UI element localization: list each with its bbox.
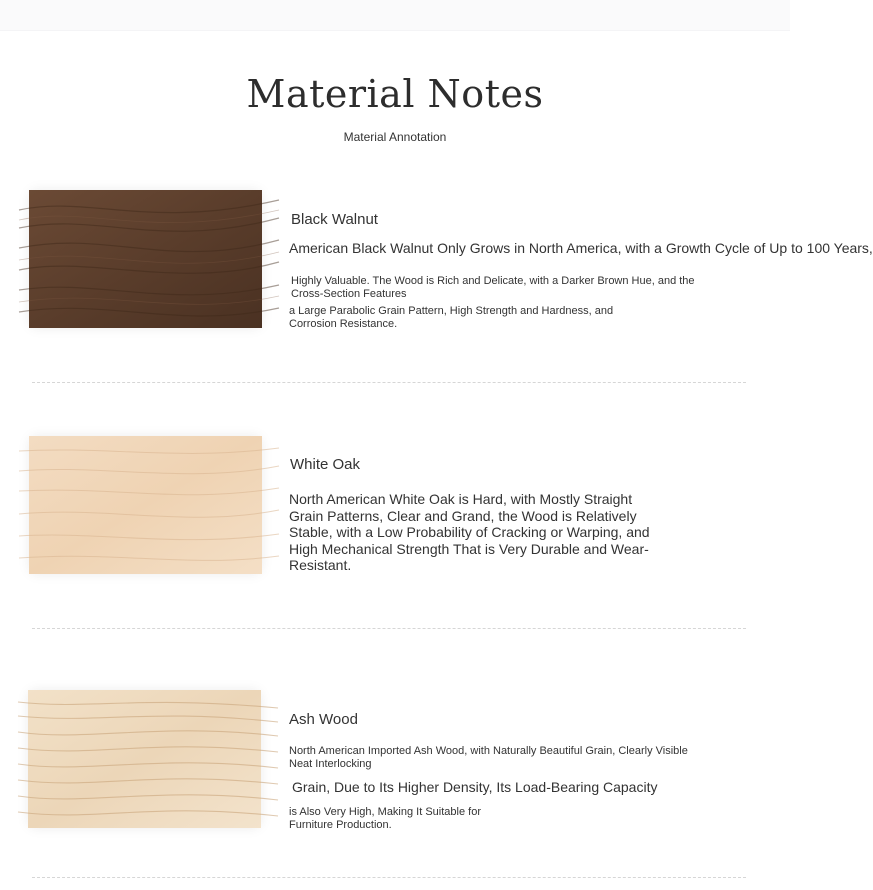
section-divider bbox=[32, 877, 746, 878]
white-oak-wood-texture-icon bbox=[29, 436, 262, 574]
walnut-wood-texture-icon bbox=[29, 190, 262, 328]
ash-wood-texture-icon bbox=[28, 690, 261, 828]
material-description-line: a Large Parabolic Grain Pattern, High Strength and Hardness, and Corrosion Resistance. bbox=[289, 305, 614, 330]
material-description-line: North American Imported Ash Wood, with Naturally Beautiful Grain, Clearly Visible Neat Interlocking bbox=[289, 745, 688, 770]
material-description-line: North American White Oak is Hard, with Mostly Straight Grain Patterns, Clear and Grand, the Wood is Relatively Stable, with a Low Probability of Cracking or Warping, and High Mechanical Strength That is Very Durable and Wear-Resistant. bbox=[289, 491, 650, 573]
material-description-line: Grain, Due to Its Higher Density, Its Load-Bearing Capacity bbox=[292, 779, 658, 795]
material-name: Black Walnut bbox=[291, 211, 378, 228]
material-description-line bbox=[289, 240, 873, 257]
section-divider bbox=[32, 382, 746, 383]
material-name: White Oak bbox=[290, 456, 361, 473]
page-title: Material Notes bbox=[246, 72, 544, 116]
material-description-line: is Also Very High, Making It Suitable for Furniture Production. bbox=[289, 806, 481, 831]
description-text: American Black Walnut Only Grows in North America, with a Growth Cycle of Up to 100 Years, bbox=[289, 240, 873, 256]
top-bar bbox=[0, 0, 790, 31]
material-name: Ash Wood bbox=[289, 711, 358, 728]
material-description-line: Highly Valuable. The Wood is Rich and Delicate, with a Darker Brown Hue, and the Cross-Section Features bbox=[291, 275, 695, 300]
section-divider bbox=[32, 628, 746, 629]
page-subtitle: Material Annotation bbox=[343, 130, 447, 144]
